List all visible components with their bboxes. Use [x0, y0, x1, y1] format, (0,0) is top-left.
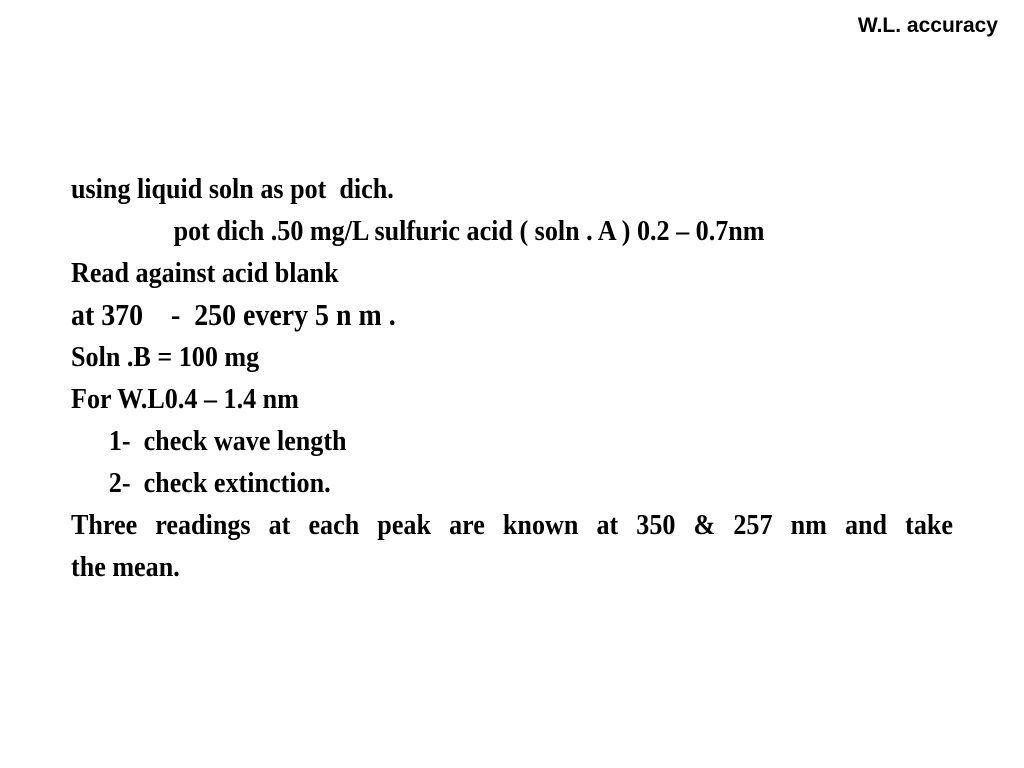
body-line-the-mean: the mean. — [71, 551, 180, 583]
body-line-three-readings: Three readings at each peak are known at 350 & 257 nm and take — [71, 509, 953, 541]
body-line-range: at 370 - 250 every 5 n m . — [71, 297, 396, 332]
body-line-solution-a: pot dich .50 mg/L sulfuric acid ( soln . A ) 0.2 – 0.7nm — [173, 215, 765, 247]
list-item-check-extinction: 2- check extinction. — [108, 467, 331, 499]
body-line-intro: using liquid soln as pot dich. — [71, 173, 394, 205]
body-line-solution-b: Soln .B = 100 mg — [71, 341, 260, 373]
slide-body — [71, 168, 953, 588]
slide-title: W.L. accuracy — [857, 14, 998, 37]
body-line-read-against: Read against acid blank — [71, 257, 339, 289]
list-item-check-wavelength: 1- check wave length — [108, 425, 347, 457]
body-line-for-wl: For W.L0.4 – 1.4 nm — [71, 383, 299, 415]
